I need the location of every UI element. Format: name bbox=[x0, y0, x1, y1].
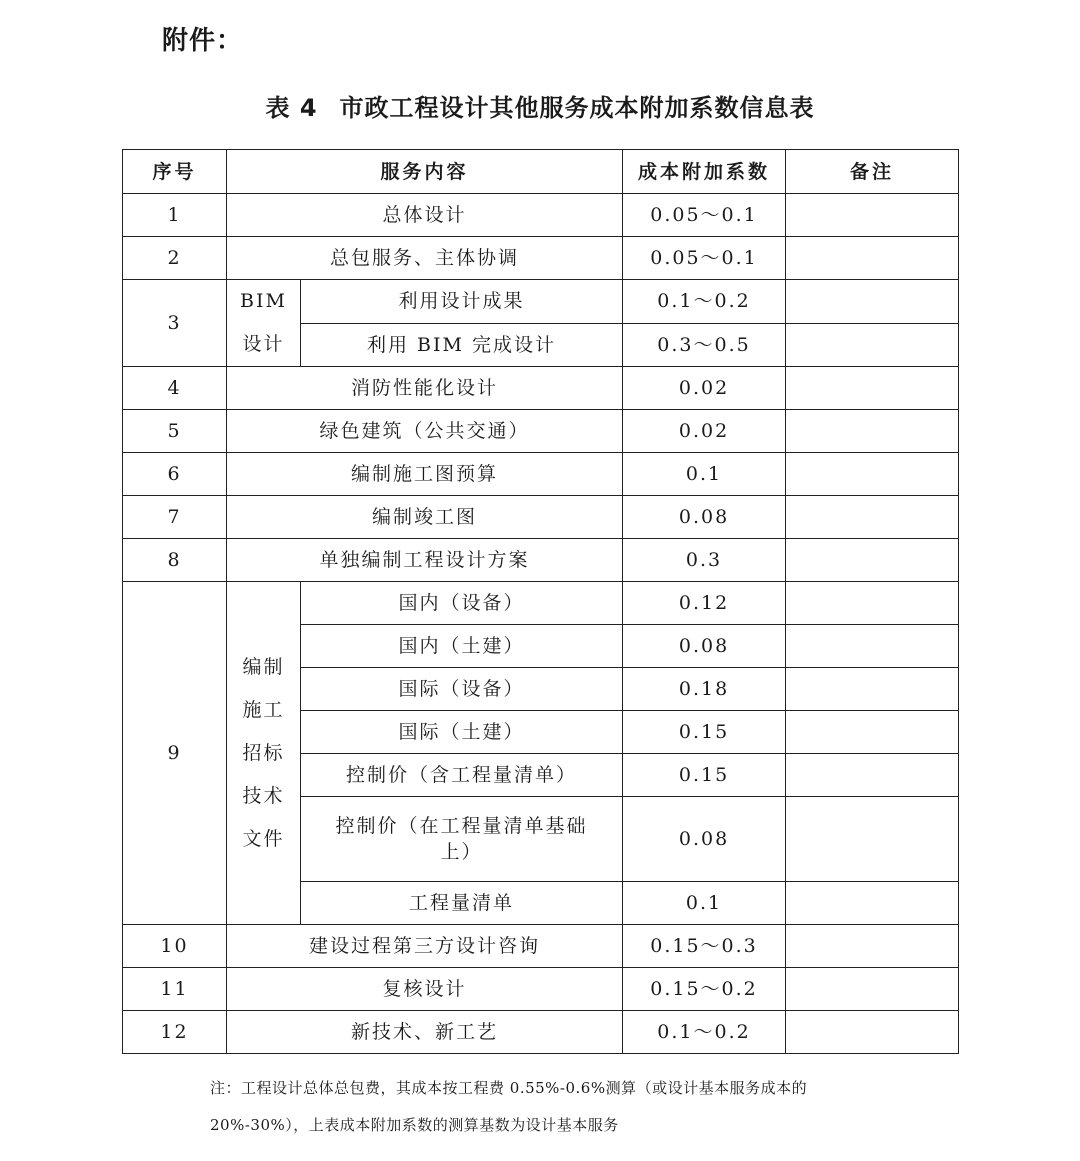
row-coef: 0.3～0.5 bbox=[623, 323, 786, 367]
row-content: 新技术、新工艺 bbox=[227, 1011, 623, 1054]
row-no: 8 bbox=[123, 539, 227, 582]
row-remark bbox=[786, 237, 959, 280]
row-coef: 0.08 bbox=[623, 797, 786, 882]
row-content: 总包服务、主体协调 bbox=[227, 237, 623, 280]
row-content: 编制施工图预算 bbox=[227, 453, 623, 496]
row-remark bbox=[786, 280, 959, 324]
table-row bbox=[123, 539, 959, 582]
header-no: 序号 bbox=[123, 150, 227, 194]
table-number: 表 4 bbox=[265, 94, 318, 122]
row-group-label bbox=[227, 582, 301, 925]
group-label-line: 技术 bbox=[242, 784, 285, 807]
row-sub-content: 国际（设备） bbox=[301, 668, 623, 711]
row-content: 复核设计 bbox=[227, 968, 623, 1011]
row-group-label bbox=[227, 280, 301, 367]
row-remark bbox=[786, 754, 959, 797]
row-remark bbox=[786, 625, 959, 668]
row-remark bbox=[786, 711, 959, 754]
coefficient-table bbox=[122, 149, 959, 1054]
group-label-line: 招标 bbox=[242, 741, 285, 764]
header-remark: 备注 bbox=[786, 150, 959, 194]
row-coef: 0.18 bbox=[623, 668, 786, 711]
row-coef: 0.08 bbox=[623, 625, 786, 668]
row-sub-content: 国际（土建） bbox=[301, 711, 623, 754]
table-title-text: 市政工程设计其他服务成本附加系数信息表 bbox=[339, 94, 815, 122]
row-sub-content: 国内（设备） bbox=[301, 582, 623, 625]
table-row bbox=[123, 582, 959, 625]
row-sub-content: 工程量清单 bbox=[301, 882, 623, 925]
table-row bbox=[123, 367, 959, 410]
row-content: 建设过程第三方设计咨询 bbox=[227, 925, 623, 968]
row-no: 5 bbox=[123, 410, 227, 453]
attachment-label: 附件： bbox=[162, 26, 244, 56]
row-coef: 0.1～0.2 bbox=[623, 1011, 786, 1054]
row-remark bbox=[786, 582, 959, 625]
row-content: 单独编制工程设计方案 bbox=[227, 539, 623, 582]
row-content: 绿色建筑（公共交通） bbox=[227, 410, 623, 453]
row-no: 6 bbox=[123, 453, 227, 496]
table-row bbox=[123, 410, 959, 453]
row-coef: 0.05～0.1 bbox=[623, 237, 786, 280]
row-coef: 0.1 bbox=[623, 453, 786, 496]
group-label-line: BIM bbox=[240, 290, 287, 312]
content-line: 上） bbox=[440, 841, 483, 863]
footnote-line: 注：工程设计总体总包费，其成本按工程费 0.55%-0.6%测算（或设计基本服务成本的 bbox=[210, 1079, 808, 1097]
table-row bbox=[123, 925, 959, 968]
row-remark bbox=[786, 925, 959, 968]
row-remark bbox=[786, 496, 959, 539]
table-row bbox=[123, 237, 959, 280]
row-remark bbox=[786, 797, 959, 882]
row-content: 消防性能化设计 bbox=[227, 367, 623, 410]
header-content: 服务内容 bbox=[227, 150, 623, 194]
table-row bbox=[123, 968, 959, 1011]
row-remark bbox=[786, 410, 959, 453]
row-content: 编制竣工图 bbox=[227, 496, 623, 539]
row-no: 12 bbox=[123, 1011, 227, 1054]
header-coef: 成本附加系数 bbox=[623, 150, 786, 194]
row-remark bbox=[786, 367, 959, 410]
row-sub-content: 国内（土建） bbox=[301, 625, 623, 668]
row-content: 总体设计 bbox=[227, 194, 623, 237]
group-label-line: 施工 bbox=[242, 698, 285, 721]
row-no: 7 bbox=[123, 496, 227, 539]
table-row bbox=[123, 453, 959, 496]
row-coef: 0.08 bbox=[623, 496, 786, 539]
row-remark bbox=[786, 668, 959, 711]
row-coef: 0.15 bbox=[623, 711, 786, 754]
row-coef: 0.1 bbox=[623, 882, 786, 925]
row-sub-content bbox=[301, 797, 623, 882]
row-coef: 0.15 bbox=[623, 754, 786, 797]
row-remark bbox=[786, 1011, 959, 1054]
row-no: 3 bbox=[123, 280, 227, 367]
group-label-line: 编制 bbox=[242, 655, 285, 678]
footnote-line: 20%-30%），上表成本附加系数的测算基数为设计基本服务 bbox=[210, 1116, 619, 1134]
row-coef: 0.05～0.1 bbox=[623, 194, 786, 237]
row-remark bbox=[786, 968, 959, 1011]
row-no: 9 bbox=[123, 582, 227, 925]
table-row bbox=[123, 194, 959, 237]
content-line: 控制价（在工程量清单基础 bbox=[335, 815, 588, 837]
row-coef: 0.3 bbox=[623, 539, 786, 582]
row-coef: 0.15～0.2 bbox=[623, 968, 786, 1011]
footnote bbox=[210, 1070, 940, 1144]
row-coef: 0.15～0.3 bbox=[623, 925, 786, 968]
row-remark bbox=[786, 453, 959, 496]
row-coef: 0.1～0.2 bbox=[623, 280, 786, 324]
row-remark bbox=[786, 194, 959, 237]
row-no: 2 bbox=[123, 237, 227, 280]
table-header-row bbox=[123, 150, 959, 194]
table-title bbox=[0, 88, 1080, 123]
row-coef: 0.02 bbox=[623, 410, 786, 453]
row-sub-content: 控制价（含工程量清单） bbox=[301, 754, 623, 797]
row-sub-content: 利用 BIM 完成设计 bbox=[301, 323, 623, 367]
table-row bbox=[123, 496, 959, 539]
row-no: 11 bbox=[123, 968, 227, 1011]
row-coef: 0.12 bbox=[623, 582, 786, 625]
row-remark bbox=[786, 882, 959, 925]
table-row bbox=[123, 280, 959, 324]
row-no: 1 bbox=[123, 194, 227, 237]
row-no: 4 bbox=[123, 367, 227, 410]
row-remark bbox=[786, 323, 959, 367]
row-sub-content: 利用设计成果 bbox=[301, 280, 623, 324]
group-label-line: 设计 bbox=[242, 333, 285, 355]
group-label-line: 文件 bbox=[242, 827, 285, 850]
row-no: 10 bbox=[123, 925, 227, 968]
row-remark bbox=[786, 539, 959, 582]
table-row bbox=[123, 1011, 959, 1054]
row-coef: 0.02 bbox=[623, 367, 786, 410]
